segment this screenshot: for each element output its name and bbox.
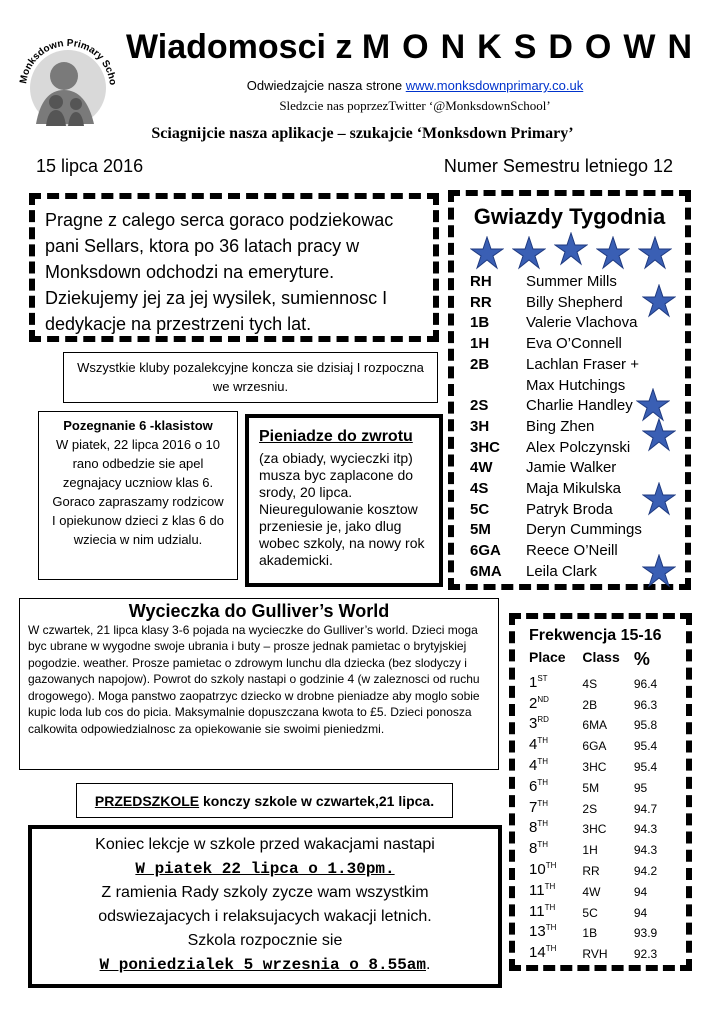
attendance-class: 1B xyxy=(582,926,598,941)
award-row xyxy=(470,541,660,562)
attendance-place: 7TH xyxy=(529,798,549,816)
attendance-row xyxy=(529,732,672,753)
preschool-text: konczy szkole w czwartek,21 lipca. xyxy=(203,793,435,809)
award-name: Leila Clark xyxy=(526,562,597,580)
star-icon xyxy=(554,232,588,266)
award-class: 1B xyxy=(470,314,490,332)
term-end-wishes: Z ramienia Rady szkoly zycze wam wszystkim odswiezajacych i relaksujacych wakacji letnich. xyxy=(98,884,432,925)
star-icon xyxy=(642,284,676,318)
star-icon xyxy=(642,482,676,516)
star-icon xyxy=(596,236,630,270)
award-class: 4S xyxy=(470,480,489,498)
attendance-percent: 92.3 xyxy=(633,947,658,962)
term-start-line: Szkola rozpocznie sie xyxy=(187,932,343,949)
attendance-percent: 94.7 xyxy=(633,801,658,816)
header-percent: % xyxy=(633,649,650,669)
star-icon xyxy=(512,236,546,270)
attendance-title: Frekwencja 15-16 xyxy=(529,627,662,644)
award-row xyxy=(470,458,660,479)
thanks-text: Pragne z calego serca goraco podziekowac pani Sellars, ktora po 36 latach pracy w Monksdown odchodzi na emeryture. Dziekujemy jej za jej wysilek, sumiennosc I dedykacje na przestrzeni tych lat. xyxy=(45,210,394,334)
award-class: RH xyxy=(470,273,492,290)
award-row xyxy=(470,376,660,397)
attendance-percent: 93.9 xyxy=(633,926,658,941)
star-icon xyxy=(642,418,676,452)
preschool-label: PRZEDSZKOLE xyxy=(94,793,200,809)
award-name: Patryk Broda xyxy=(526,500,613,518)
attendance-percent: 94 xyxy=(633,884,648,899)
attendance-row xyxy=(529,899,672,920)
stars-title: Gwiazdy Tygodnia xyxy=(473,204,666,229)
award-class: 6MA xyxy=(470,562,502,580)
term-start-date: W poniedzialek 5 wrzesnia o 8.55am xyxy=(99,956,426,974)
attendance-class: 5C xyxy=(582,905,598,920)
attendance-percent: 96.3 xyxy=(633,697,658,712)
award-row xyxy=(470,396,660,417)
award-name: Jamie Walker xyxy=(526,459,617,477)
award-name: Reece O’Neill xyxy=(526,542,618,560)
issue-number: Numer Semestru letniego 12 xyxy=(443,156,673,176)
attendance-class: 4W xyxy=(582,884,601,899)
award-class: 3HC xyxy=(470,438,501,456)
trip-text: W czwartek, 21 lipca klasy 3-6 pojada na wycieczke do Gulliver’s world. Dzieci moga byc ubrane w wygodne swoje ubrania i buty – prosze jednak pamietac o brytyjskiej pogodzie. weather. Prosze pamietac o zdrowym lunchu dla dziecka (bez slodyczy i gazowanych napojow). Powrot do szkoly nastapi o godzinie 4 (w zaleznosci od ruchu drogowego). Moga panstwo zaopatrzyc dziecko w drobne pieniadze aby moglo sobie kupic loda lub cos do picia. Maksymalnie dopuszczana kwota to £5. Dzieci ponosza calkowita odpowiedzialnosc za opiekowanie sie swoimi pieniedzmi. xyxy=(28,622,480,736)
award-name: Lachlan Fraser + xyxy=(526,355,639,373)
attendance-place: 4TH xyxy=(529,756,549,774)
award-class: 1H xyxy=(470,335,490,353)
award-class: RR xyxy=(470,293,492,311)
issue-date: 15 lipca 2016 xyxy=(36,156,144,176)
app-line: Sciagnijcie nasza aplikacje – szukajcie ‘Monksdown Primary’ xyxy=(151,125,574,142)
attendance-percent: 96.4 xyxy=(633,676,658,691)
twitter-line: Sledzcie nas poprzezTwitter ‘@MonksdownSchool’ xyxy=(279,98,551,113)
trip-title: Wycieczka do Gulliver’s World xyxy=(128,601,390,621)
award-class: 2B xyxy=(470,355,490,373)
award-class: 2S xyxy=(470,397,489,415)
award-name: Billy Shepherd xyxy=(526,293,623,311)
attendance-percent: 95.8 xyxy=(633,718,658,733)
awards-list xyxy=(470,272,660,583)
award-class: 6GA xyxy=(470,542,501,560)
award-class xyxy=(470,376,526,397)
attendance-row xyxy=(529,857,672,878)
money-text: (za obiady, wycieczki itp) musza byc zaplacone do srody, 20 lipca. Nieuregulowanie kosztow przeniesie je, jako dlug wobec szkoly, na nowy rok akademicki. xyxy=(259,450,425,568)
header-class: Class xyxy=(582,649,620,665)
attendance-class: 1H xyxy=(582,843,598,858)
attendance-percent: 94 xyxy=(633,905,648,920)
award-row xyxy=(470,334,660,355)
award-name: Charlie Handley xyxy=(526,397,633,415)
term-end-date: W piatek 22 lipca o 1.30pm. xyxy=(135,860,395,878)
attendance-row xyxy=(529,920,672,941)
clubs-text: Wszystkie kluby pozalekcyjne koncza sie dzisiaj I rozpoczna we wrzesniu. xyxy=(77,360,424,394)
award-row xyxy=(470,520,660,541)
attendance-place: 3RD xyxy=(529,715,549,733)
school-logo xyxy=(12,28,124,140)
award-row xyxy=(470,438,660,459)
award-row xyxy=(470,417,660,438)
attendance-percent: 94.2 xyxy=(633,863,658,878)
award-class: 5C xyxy=(470,500,490,518)
newsletter-title: Wiadomosci z MONKSDOWN xyxy=(125,28,705,66)
attendance-place: 6TH xyxy=(529,777,549,795)
attendance-class: 5M xyxy=(582,780,600,795)
attendance-class: 6GA xyxy=(582,739,607,754)
attendance-row xyxy=(529,795,672,816)
attendance-place: 13TH xyxy=(529,923,557,941)
website-link[interactable]: www.monksdownprimary.co.uk xyxy=(405,78,584,93)
attendance-place: 1ST xyxy=(529,673,548,691)
attendance-place: 2ND xyxy=(529,694,549,712)
award-name: Alex Polczynski xyxy=(526,438,631,456)
trip-box xyxy=(19,598,499,770)
stars-of-week-box xyxy=(448,190,691,590)
thanks-box xyxy=(29,193,439,342)
award-name: Max Hutchings xyxy=(526,376,626,394)
attendance-place: 8TH xyxy=(529,819,549,837)
attendance-row xyxy=(529,816,672,837)
award-class: 5M xyxy=(470,521,491,539)
attendance-percent: 94.3 xyxy=(633,843,658,858)
attendance-place: 11TH xyxy=(529,902,556,920)
attendance-class: 3HC xyxy=(582,822,607,837)
term-end-box: Koniec lekcje w szkole przed wakacjami nastapi W piatek 22 lipca o 1.30pm. Z ramienia Rady szkoly zycze wam wszystkim odswiezajacych i relaksujacych wakacji letnich. Szkola rozpocznie sie W poniedzialek 5 wrzesnia o 8.55am. xyxy=(28,825,502,988)
award-name: Maja Mikulska xyxy=(526,480,622,498)
award-name: Valerie Vlachova xyxy=(526,314,638,332)
attendance-row xyxy=(529,670,672,691)
award-class: 4W xyxy=(470,459,493,477)
award-name: Summer Mills xyxy=(526,273,617,290)
attendance-row xyxy=(529,753,672,774)
preschool-notice xyxy=(76,783,453,818)
attendance-place: 10TH xyxy=(529,860,557,878)
farewell-title: Pozegnanie 6 -klasistow xyxy=(63,418,213,433)
attendance-percent: 95 xyxy=(633,780,648,795)
attendance-class: RR xyxy=(582,863,600,878)
attendance-class: 2B xyxy=(582,697,598,712)
attendance-class: RVH xyxy=(582,947,608,962)
attendance-header xyxy=(529,649,672,670)
attendance-class: 6MA xyxy=(582,718,608,733)
attendance-row xyxy=(529,712,672,733)
attendance-place: 8TH xyxy=(529,840,549,858)
star-icon xyxy=(470,236,504,270)
award-row xyxy=(470,500,660,521)
clubs-notice xyxy=(63,352,438,403)
attendance-class: 3HC xyxy=(582,759,607,774)
term-end-line1: Koniec lekcje w szkole przed wakacjami nastapi xyxy=(95,836,435,853)
attendance-place: 11TH xyxy=(529,881,556,899)
award-name: Bing Zhen xyxy=(526,417,595,435)
award-row xyxy=(470,272,660,293)
attendance-percent: 94.3 xyxy=(633,822,658,837)
attendance-rows xyxy=(529,670,672,961)
award-row xyxy=(470,355,660,376)
farewell-box xyxy=(38,411,238,580)
attendance-class: 4S xyxy=(582,676,598,691)
money-title: Pieniadze do zwrotu xyxy=(259,428,413,445)
award-row xyxy=(470,479,660,500)
attendance-place: 14TH xyxy=(529,944,557,962)
attendance-row xyxy=(529,774,672,795)
attendance-percent: 95.4 xyxy=(633,739,658,754)
award-row xyxy=(470,313,660,334)
header-place: Place xyxy=(529,649,566,665)
star-icon xyxy=(642,554,676,588)
attendance-place: 4TH xyxy=(529,736,549,754)
attendance-row xyxy=(529,940,672,961)
attendance-row xyxy=(529,878,672,899)
star-icon xyxy=(636,388,670,422)
website-line: Odwiedzajcie nasza strone www.monksdownprimary.co.uk xyxy=(246,78,584,93)
money-box xyxy=(245,414,443,587)
logo-text: Monksdown Primary Scho xyxy=(18,37,118,86)
farewell-text: W piatek, 22 lipca 2016 o 10 rano odbedzie sie apel zegnajacy uczniow klas 6. Goraco zapraszamy rodzicow I opiekunow dzieci z klas 6 do wziecia w nim udzialu. xyxy=(52,437,224,547)
award-row xyxy=(470,293,660,314)
attendance-class: 2S xyxy=(582,801,598,816)
attendance-row xyxy=(529,836,672,857)
award-row xyxy=(470,562,660,583)
attendance-box xyxy=(509,613,692,971)
award-name: Deryn Cummings xyxy=(526,521,642,539)
award-name: Eva O’Connell xyxy=(526,335,622,353)
attendance-row xyxy=(529,691,672,712)
attendance-percent: 95.4 xyxy=(633,759,658,774)
star-icon xyxy=(638,236,672,270)
award-class: 3H xyxy=(470,417,490,435)
